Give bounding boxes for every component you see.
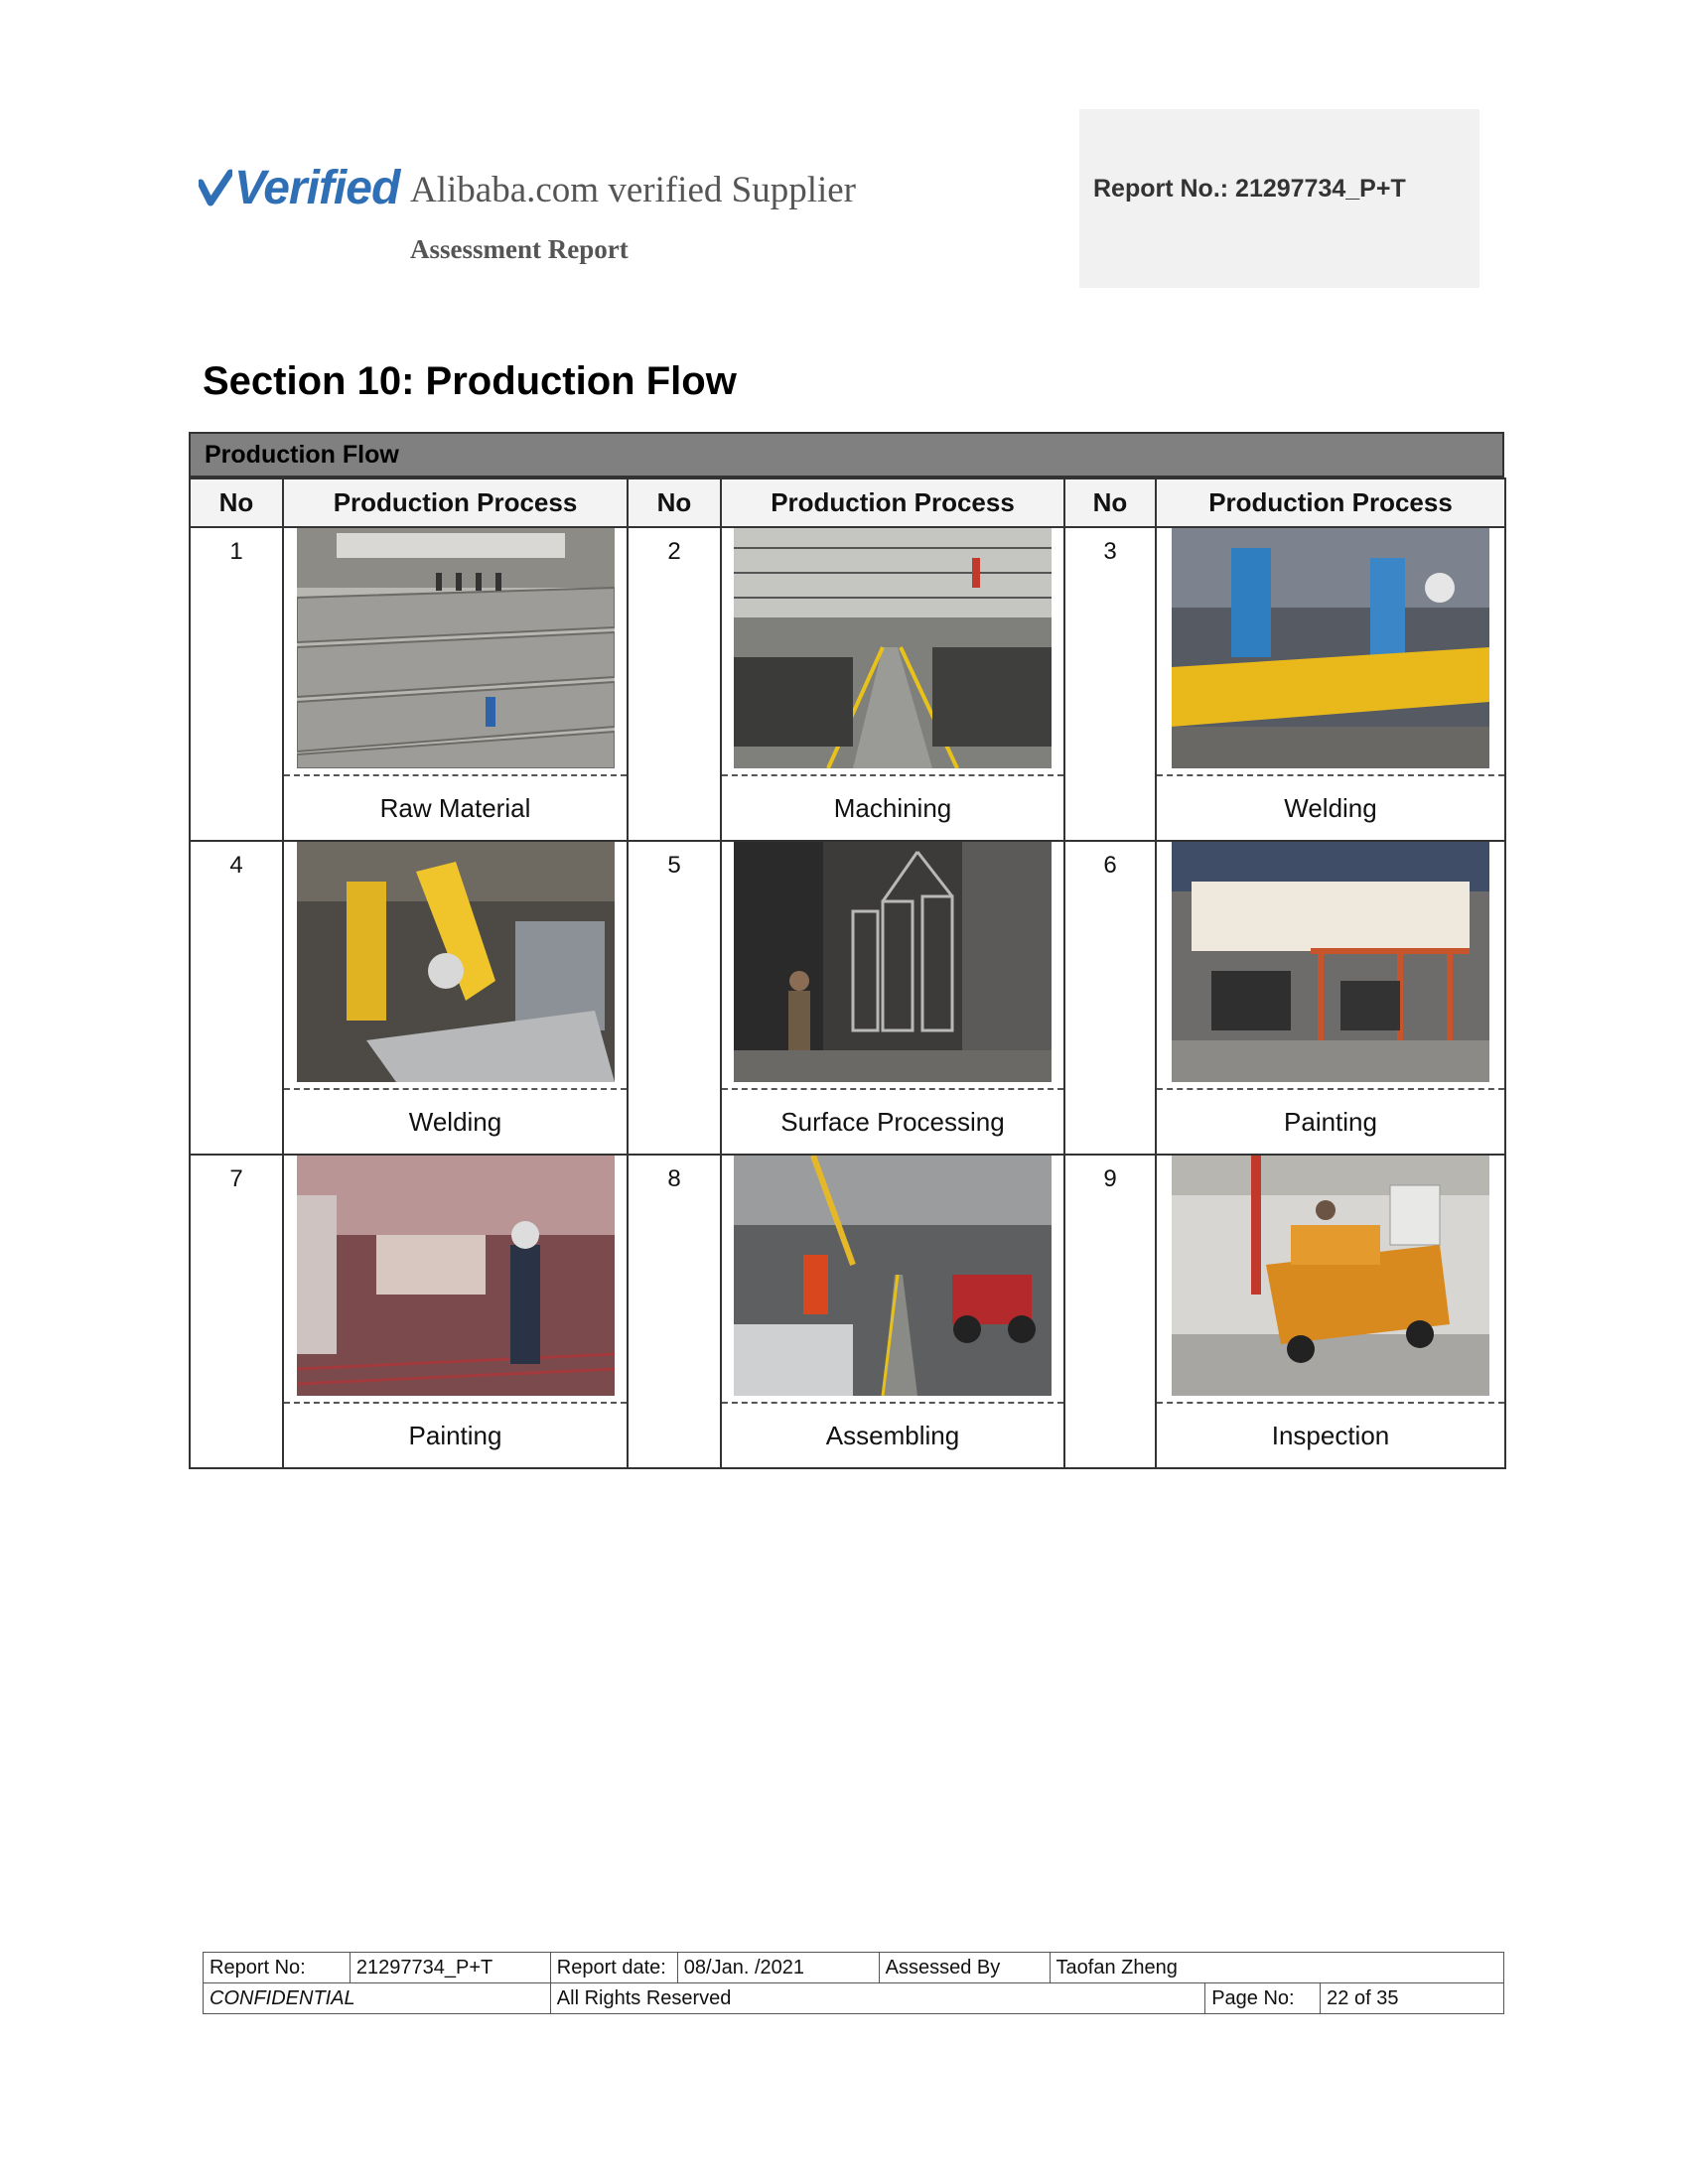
- footer-report-no-label: Report No:: [204, 1953, 351, 1983]
- verified-logo: [199, 156, 399, 220]
- col-header-no: No: [628, 478, 721, 527]
- checkmark-icon: [199, 169, 232, 208]
- production-grid: [189, 478, 1506, 1469]
- step-number: 5: [628, 841, 721, 1155]
- process-cell: [721, 527, 1064, 841]
- logo-text: Verified: [234, 162, 400, 214]
- process-cell: [1156, 1155, 1505, 1468]
- process-label: Surface Processing: [780, 1106, 1005, 1137]
- process-label: Welding: [1284, 792, 1377, 823]
- assembling-photo: [734, 1156, 1052, 1396]
- step-number: 2: [628, 527, 721, 841]
- step-number: 9: [1064, 1155, 1156, 1468]
- surface-processing-photo: [734, 842, 1052, 1082]
- report-subtitle: Assessment Report: [410, 234, 629, 264]
- process-cell: [721, 1155, 1064, 1468]
- process-cell: [1156, 841, 1505, 1155]
- confidential-text: CONFIDENTIAL: [210, 1986, 355, 2009]
- step-number: 8: [628, 1155, 721, 1468]
- process-cell: [283, 527, 628, 841]
- step-number: 7: [190, 1155, 283, 1468]
- col-header-no: No: [1064, 478, 1156, 527]
- step-number: 4: [190, 841, 283, 1155]
- table-row: [190, 841, 1505, 1155]
- footer-confidential: [204, 1983, 551, 2014]
- process-label: Painting: [408, 1420, 502, 1450]
- process-cell: [283, 1155, 628, 1468]
- footer-report-no-value: 21297734_P+T: [350, 1953, 550, 1983]
- footer-table: [203, 1952, 1504, 2014]
- process-label: Machining: [833, 792, 952, 823]
- table-title: Production Flow: [189, 432, 1504, 478]
- step-number: 1: [190, 527, 283, 841]
- spray-painting-photo: [297, 1156, 615, 1396]
- process-cell: [721, 841, 1064, 1155]
- column-header-row: [190, 478, 1505, 527]
- supplier-title: Alibaba.com verified Supplier: [410, 170, 857, 210]
- section-title: Section 10: Production Flow: [203, 359, 737, 403]
- footer-report-date-label: Report date:: [550, 1953, 677, 1983]
- step-number: 3: [1064, 527, 1156, 841]
- process-label: Painting: [1284, 1106, 1377, 1137]
- inspection-photo: [1172, 1156, 1489, 1396]
- painting-line-photo: [1172, 842, 1489, 1082]
- production-flow-table: [189, 432, 1504, 1469]
- footer-rights: All Rights Reserved: [550, 1983, 1204, 2014]
- welding-robot-photo: [1172, 528, 1489, 768]
- process-label: Assembling: [825, 1420, 960, 1450]
- footer-page-no-value: 22 of 35: [1321, 1983, 1504, 2014]
- col-header-process: Production Process: [1156, 478, 1505, 527]
- process-label: Welding: [408, 1106, 502, 1137]
- step-number: 6: [1064, 841, 1156, 1155]
- report-number: Report No.: 21297734_P+T: [1093, 175, 1406, 203]
- table-row: [190, 1155, 1505, 1468]
- footer-assessed-by-value: Taofan Zheng: [1050, 1953, 1503, 1983]
- footer-assessed-by-label: Assessed By: [879, 1953, 1050, 1983]
- col-header-no: No: [190, 478, 283, 527]
- table-row: [190, 527, 1505, 841]
- welding-arm-photo: [297, 842, 615, 1082]
- process-cell: [283, 841, 628, 1155]
- report-number-box: [1079, 109, 1479, 288]
- process-label: Raw Material: [379, 792, 531, 823]
- footer-report-date-value: 08/Jan. /2021: [677, 1953, 879, 1983]
- machining-photo: [734, 528, 1052, 768]
- col-header-process: Production Process: [283, 478, 628, 527]
- col-header-process: Production Process: [721, 478, 1064, 527]
- raw-material-photo: [297, 528, 615, 768]
- footer-page-no-label: Page No:: [1205, 1983, 1321, 2014]
- process-cell: [1156, 527, 1505, 841]
- process-label: Inspection: [1271, 1420, 1390, 1450]
